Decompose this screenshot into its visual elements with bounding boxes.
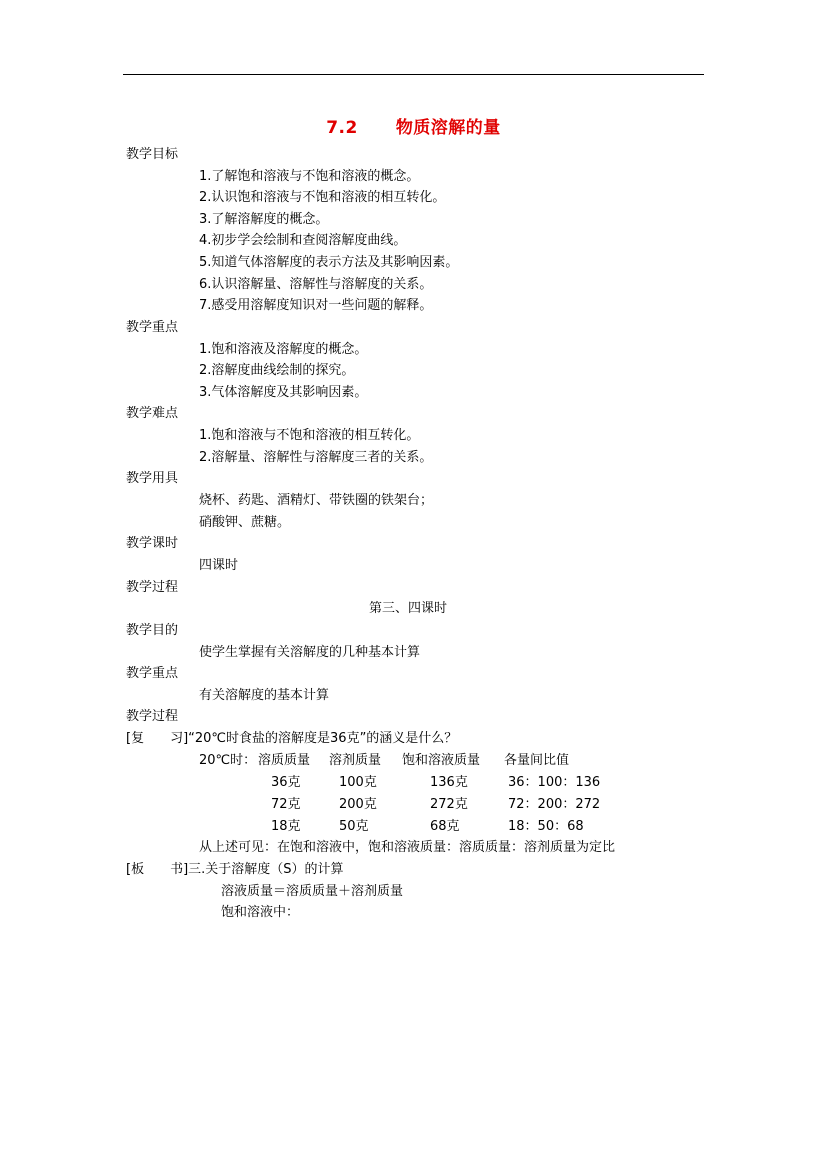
table-cell: 200克 <box>339 797 377 812</box>
hours-value: 四课时 <box>199 558 239 573</box>
list-item: 2.溶解量、溶解性与溶解度三者的关系。 <box>199 450 433 465</box>
list-item: 7.感受用溶解度知识对一些问题的解释。 <box>199 298 433 313</box>
list-item: 5.知道气体溶解度的表示方法及其影响因素。 <box>199 255 459 270</box>
list-item: 3.了解溶解度的概念。 <box>199 212 329 227</box>
heading-difficulties: 教学难点 <box>126 406 179 421</box>
table-header-cell: 20℃时： <box>199 753 257 768</box>
review-question: “20℃时食盐的溶解度是36克”的涵义是什么？ <box>188 731 458 746</box>
page-title <box>0 113 827 138</box>
heading-hours: 教学课时 <box>126 536 179 551</box>
list-item: 1.饱和溶液与不饱和溶液的相互转化。 <box>199 428 420 443</box>
table-cell: 18克 <box>271 819 301 834</box>
heading-goals: 教学目标 <box>126 147 179 162</box>
heading-purpose: 教学目的 <box>126 623 179 638</box>
list-item: 4.初步学会绘制和查阅溶解度曲线。 <box>199 233 407 248</box>
table-cell: 100克 <box>339 775 377 790</box>
list-item: 2.认识饱和溶液与不饱和溶液的相互转化。 <box>199 190 446 205</box>
list-item: 2.溶解度曲线绘制的探究。 <box>199 363 355 378</box>
review-tag: [复 习] <box>126 731 189 746</box>
board-line <box>126 861 344 879</box>
purpose-value: 使学生掌握有关溶解度的几种基本计算 <box>199 645 421 660</box>
list-item: 1.饱和溶液及溶解度的概念。 <box>199 342 368 357</box>
table-cell: 18：50：68 <box>508 819 584 834</box>
list-item: 6.认识溶解量、溶解性与溶解度的关系。 <box>199 277 433 292</box>
review-conclusion: 从上述可见：在饱和溶液中，饱和溶液质量：溶质质量：溶剂质量为定比 <box>199 840 616 855</box>
list-item: 3.气体溶解度及其影响因素。 <box>199 385 368 400</box>
list-item: 硝酸钾、蔗糖。 <box>199 515 291 530</box>
review-line <box>126 730 457 748</box>
table-cell: 272克 <box>430 797 468 812</box>
table-cell: 68克 <box>430 819 460 834</box>
heading-process: 教学过程 <box>126 580 179 595</box>
lesson-title: 第三、四课时 <box>369 601 448 616</box>
key-points-2-value: 有关溶解度的基本计算 <box>199 688 330 703</box>
table-cell: 50克 <box>339 819 369 834</box>
board-tag: [板 书] <box>126 862 189 877</box>
table-header-cell: 溶质质量 <box>258 753 311 768</box>
header-rule <box>123 74 704 75</box>
heading-key-points: 教学重点 <box>126 320 179 335</box>
title-text: 物质溶解的量 <box>395 118 501 138</box>
table-header-cell: 饱和溶液质量 <box>402 753 481 768</box>
board-heading: 三.关于溶解度（S）的计算 <box>188 862 344 877</box>
board-line-item: 饱和溶液中： <box>221 905 300 920</box>
table-cell: 36克 <box>271 775 301 790</box>
list-item: 1.了解饱和溶液与不饱和溶液的概念。 <box>199 169 420 184</box>
table-header-cell: 溶剂质量 <box>329 753 382 768</box>
list-item: 烧杯、药匙、酒精灯、带铁圈的铁架台； <box>199 493 434 508</box>
table-cell: 72克 <box>271 797 301 812</box>
table-cell: 36：100：136 <box>508 775 601 790</box>
table-cell: 136克 <box>430 775 468 790</box>
board-line-item: 溶液质量＝溶质质量＋溶剂质量 <box>221 884 404 899</box>
table-cell: 72：200：272 <box>508 797 601 812</box>
section-number: 7.2 <box>326 118 358 138</box>
table-header-cell: 各量间比值 <box>504 753 570 768</box>
heading-key-points-2: 教学重点 <box>126 666 179 681</box>
heading-process-2: 教学过程 <box>126 709 179 724</box>
heading-tools: 教学用具 <box>126 471 179 486</box>
